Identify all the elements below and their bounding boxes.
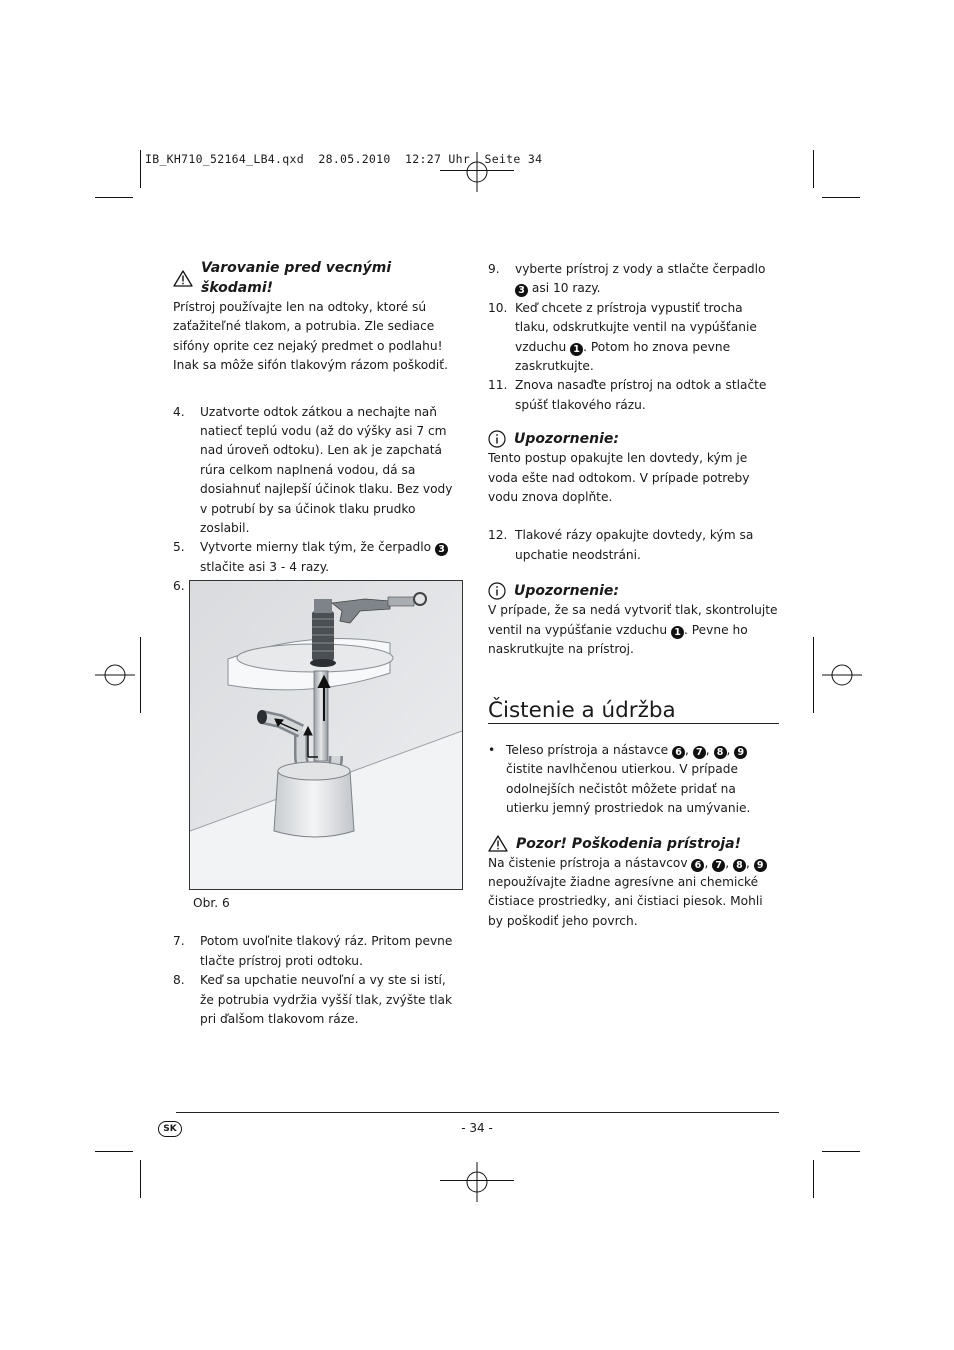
step-text: vyberte prístroj z vody a stlačte čerpadlo 3 asi 10 razy. xyxy=(515,262,766,297)
info-icon xyxy=(488,430,506,448)
right-column xyxy=(488,260,780,660)
bullet-item xyxy=(488,741,780,819)
registration-mark-right xyxy=(822,655,862,695)
step-number: 9. xyxy=(488,262,500,276)
step-number: 12. xyxy=(488,528,508,543)
step-number: 7. xyxy=(173,934,185,949)
step-number: 8. xyxy=(173,973,185,988)
language-badge: SK xyxy=(158,1121,182,1137)
part-badge: 7 xyxy=(712,859,725,872)
note-text: Tento postup opakujte len dovtedy, kým je voda ešte nad odtokom. V prípade potreby vodu znova doplňte. xyxy=(488,451,750,505)
figure-6 xyxy=(189,580,463,890)
part-badge: 1 xyxy=(671,626,684,639)
step-text: Tlakové rázy opakujte dovtedy, kým sa upchatie neodstráni. xyxy=(515,528,754,562)
registration-mark-bottom xyxy=(457,1162,497,1202)
section-title-rule xyxy=(488,723,779,724)
section-title: Čistenie a údržba xyxy=(488,698,676,723)
part-badge: 9 xyxy=(734,746,747,759)
step-text: Keď chcete z prístroja vypustiť trocha tlaku, odskrutkujte ventil na vypúšťanie vzduchu 1 . Potom ho znova pevne zaskrutkujte. xyxy=(515,300,757,374)
warning-title: Varovanie pred vecnými škodami! xyxy=(201,260,392,296)
warning-title: Pozor! Poškodenia prístroja! xyxy=(516,835,741,852)
step-number: 5. xyxy=(173,540,185,555)
step-11 xyxy=(488,376,780,415)
warning-triangle-icon xyxy=(488,835,508,852)
footer-rule xyxy=(176,1112,779,1113)
right-column-lower xyxy=(488,741,780,931)
step-9 xyxy=(488,260,780,299)
part-badge: 6 xyxy=(691,859,704,872)
step-number: 10. xyxy=(488,300,508,315)
note-title: Upozornenie: xyxy=(514,431,619,448)
part-badge: 7 xyxy=(693,746,706,759)
plunger-on-sink-illustration xyxy=(190,581,462,889)
warning-heading-2 xyxy=(488,834,780,854)
step-number: 6. xyxy=(173,579,185,594)
part-badge: 8 xyxy=(714,746,727,759)
bullet-dot: • xyxy=(488,743,496,757)
part-badge: 3 xyxy=(435,543,448,556)
step-4 xyxy=(173,403,463,539)
part-badge: 8 xyxy=(733,859,746,872)
note-heading-1 xyxy=(488,429,780,449)
step-text: Potom uvoľnite tlakový ráz. Pritom pevne tlačte prístroj proti odtoku. xyxy=(200,934,453,968)
step-number: 11. xyxy=(488,378,508,393)
registration-mark-left xyxy=(95,655,135,695)
warning-text: Prístroj používajte len na odtoky, ktoré sú zaťažiteľné tlakom, a potrubia. Zle sediace sifóny oprite cez nejaký predmet o podlahu! Inak sa môže sifón tlakovým rázom poškodiť. xyxy=(173,300,448,373)
part-badge: 1 xyxy=(570,343,583,356)
step-10 xyxy=(488,299,780,377)
note-text: V prípade, že sa nedá vytvoriť tlak, skontrolujte ventil na vypúšťanie vzduchu 1 . Pevne ho naskrutkujte na prístroj. xyxy=(488,603,778,657)
page-number: - 34 - xyxy=(461,1121,493,1135)
step-12 xyxy=(488,526,780,565)
step-text: Vytvorte mierny tlak tým, že čerpadlo 3 stlačite asi 3 - 4 razy. xyxy=(200,538,463,577)
note-heading-2 xyxy=(488,581,780,601)
part-badge: 3 xyxy=(515,284,528,297)
left-column-lower xyxy=(173,894,463,1029)
step-5 xyxy=(173,538,463,577)
warning-triangle-icon xyxy=(173,270,193,287)
info-icon xyxy=(488,582,506,600)
warning-text: Na čistenie prístroja a nástavcov 6 , 7 , 8 , 9 nepoužívajte žiadne agresívne ani chemické čistiace prostriedky, ani čistiaci piesok. Mohli by poškodiť jeho povrch. xyxy=(488,854,780,932)
bullet-text: Teleso prístroja a nástavce 6 , 7 , 8 , 9 čistite navlhčenou utierkou. V prípade odolnejších nečistôt môžete pridať na utierku jemný prostriedok na umývanie. xyxy=(506,743,751,816)
step-7 xyxy=(173,932,463,971)
warning-heading xyxy=(173,258,463,298)
step-text: Keď sa upchatie neuvoľní a vy ste si istí, že potrubia vydržia vyšší tlak, zvýšte tlak pri ďalšom tlakovom ráze. xyxy=(200,973,453,1027)
step-text: Znova nasaďte prístroj na odtok a stlačte spúšť tlakového rázu. xyxy=(515,378,767,412)
step-text: Uzatvorte odtok zátkou a nechajte naň natiecť teplú vodu (až do výšky asi 7 cm nad úroveň odtoku). Len ak je zapchatá rúra celkom naplnená vodou, dá sa dosiahnuť najlepší účinok tlaku. Bez vody v potrubí by sa účinok tlaku prudko zoslabil. xyxy=(200,404,453,536)
figure-caption: Obr. 6 xyxy=(193,896,230,910)
note-title: Upozornenie: xyxy=(514,583,619,600)
left-column xyxy=(173,258,463,616)
step-8 xyxy=(173,971,463,1029)
print-slug: IB_KH710_52164_LB4.qxd 28.05.2010 12:27 Uhr Seite 34 xyxy=(145,152,543,166)
step-number: 4. xyxy=(173,404,185,419)
part-badge: 6 xyxy=(672,746,685,759)
part-badge: 9 xyxy=(754,859,767,872)
